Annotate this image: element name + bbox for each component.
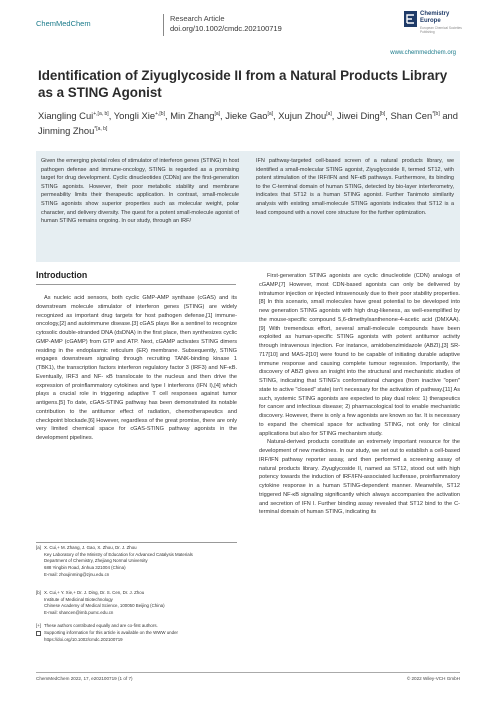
author-name[interactable]: Min Zhang bbox=[170, 110, 215, 122]
affiliation-b-text bbox=[44, 590, 237, 617]
equal-contribution-tag: [+] bbox=[36, 623, 42, 628]
header-divider bbox=[163, 14, 164, 36]
affiliation-line: Key Laboratory of the Ministry of Education for Advanced Catalysis Materials bbox=[44, 551, 193, 557]
body-left-column bbox=[36, 294, 237, 443]
affiliation-a-text bbox=[44, 545, 237, 579]
supporting-info-note bbox=[36, 630, 237, 643]
author-list bbox=[38, 108, 458, 137]
author-name[interactable]: Xiangling Cui bbox=[38, 110, 94, 122]
author-name[interactable]: Jinming Zhou bbox=[38, 124, 95, 136]
author-separator: and bbox=[439, 110, 458, 122]
page-header bbox=[0, 0, 496, 44]
author-name[interactable]: Xujun Zhou bbox=[278, 110, 327, 122]
author-separator: , bbox=[108, 110, 114, 122]
doi-link[interactable]: doi.org/10.1002/cmdc.202100719 bbox=[170, 24, 282, 33]
supporting-info-icon bbox=[36, 631, 41, 636]
author-name[interactable]: Shan Cen bbox=[390, 110, 433, 122]
author-name[interactable]: Jieke Gao bbox=[225, 110, 268, 122]
affiliation-line: Institute of Medicinal Biotechnology bbox=[44, 596, 113, 602]
footnote-divider bbox=[36, 542, 237, 543]
journal-website-link[interactable]: www.chemmedchem.org bbox=[390, 50, 456, 56]
logo-title bbox=[420, 11, 449, 25]
equal-contribution-text: These authors contributed equally and are co-first authors. bbox=[44, 623, 158, 628]
article-type: Research Article bbox=[170, 14, 225, 23]
author-separator: , bbox=[331, 110, 337, 122]
article-title: Identification of Ziyuglycoside II from a Natural Products Library as a STING Agonist bbox=[38, 68, 448, 100]
logo-title-line-1: Chemistry bbox=[420, 11, 450, 17]
supporting-info-text[interactable]: Supporting information for this article is available on the WWW under https://doi.org/10.1002/cmdc.202100719 bbox=[44, 630, 178, 642]
affiliation-line: X. Cui,+ M. Zhang, J. Gao, X. Zhou, Dr. J. Zhou bbox=[44, 545, 137, 550]
chemistry-europe-logo[interactable] bbox=[404, 9, 464, 39]
author-affiliation-marker: [b] bbox=[379, 111, 386, 117]
author-affiliation-marker: [a] bbox=[214, 111, 221, 117]
body-right-column bbox=[259, 272, 460, 517]
section-divider bbox=[36, 284, 236, 285]
author-affiliation-marker: [a] bbox=[326, 111, 332, 117]
affiliation-a bbox=[36, 545, 237, 579]
author-name[interactable]: Yongli Xie bbox=[113, 110, 156, 122]
equal-contribution-note bbox=[36, 623, 237, 630]
author-separator: , bbox=[220, 110, 226, 122]
author-separator: , bbox=[273, 110, 279, 122]
affiliation-line: 688 Yingbin Road, Jinhua 321004 (China) bbox=[44, 565, 126, 571]
footer-divider bbox=[36, 672, 460, 673]
affiliation-line: Chinese Academy of Medical Science, 100050 Beijing (China) bbox=[44, 603, 165, 609]
affiliation-line: E-mail: shancen@imb.pumc.edu.cn bbox=[44, 610, 114, 616]
section-heading: Introduction bbox=[36, 270, 88, 280]
affiliation-line: X. Cui,+ Y. Xie,+ Dr. J. Ding, Dr. S. Cen, Dr. J. Zhou bbox=[44, 590, 145, 595]
chemistry-europe-icon bbox=[404, 11, 417, 27]
affiliation-b-tag: [b] bbox=[36, 590, 41, 595]
footer-citation: ChemMedChem 2022, 17, e202100719 (1 of 7) bbox=[36, 676, 133, 681]
logo-tagline: European Chemical Societies Publishing bbox=[420, 26, 462, 34]
author-affiliation-marker: *[b] bbox=[432, 111, 440, 117]
affiliation-b bbox=[36, 590, 237, 617]
logo-title-line-2: Europe bbox=[420, 18, 441, 24]
author-affiliation-marker: +,[a, b] bbox=[93, 111, 109, 117]
footer-copyright: © 2022 Wiley-VCH GmbH bbox=[406, 676, 460, 681]
body-paragraph: As nucleic acid sensors, both cyclic GMP-AMP synthase (cGAS) and its downstream molecule stimulator of interferon genes (STING) are widely recognized as important drug targets for host pathogen defense,[1] immune-oncology,[2] and autoimmune disease.[3] cGAS plays like a sentinel to recognize cytosolic double-stranded DNA (dsDNA) in the first place, then synthesizes cyclic GMP-AMP (cGAMP) from GTP and ATP. Next, cGAMP activates STING dimers residing in the endoplasmic reticulum (ER) membrane. Subsequently, STING engages downstream signaling through recruiting TANK-binding kinase 1 (TBK1), the transcription factors interferon regulatory factor 3 (IRF3) and NF-κB. Eventually, IRF3 and NF- κB translocate to the nucleus and then drive the expression of proinflammatory cytokines and type I interferons (IFN I),[4] which plays a crucial role in triggering adaptive T cell responses against tumor antigens.[5] To date, cGAS-STING pathway has been demonstrated its notable contribution to the antitumor effect of radiation, chemotherapeutics and checkpoint blockade.[6] However, regardless of the great promise, there are only very limited chemical space for cGAS-STING pathway agonists in the development pipelines. bbox=[36, 295, 237, 441]
abstract-left-column: Given the emerging pivotal roles of stimulator of interferon genes (STING) in host pathogen defense and immune-oncology, STING is regarded as a promising target for drug development. Cyclic dinucleotides (CDNs) are the first-generation STING agonists. However, their poor metabolic stability and membrane permeability limits their therapeutic application. In contrast, small-molecule STING agonists show superior properties such as molecular weight, polar character, and delivery diversity. The quest for a potent small-molecule agonist of human STING remains ongoing. In our study, through an IRF/ bbox=[41, 158, 239, 225]
affiliation-line: Department of Chemistry, Zhejiang Normal University bbox=[44, 558, 148, 564]
author-affiliation-marker: +,[b] bbox=[155, 111, 165, 117]
author-affiliation-marker: *[a, b] bbox=[94, 125, 108, 132]
abstract-right-column: IFN pathway-targeted cell-based screen of a natural products library, we identified a small-molecular STING agonist, Ziyuglycoside II, termed ST12, with potent stimulation of the IRF/IFN and NF-κB pathways. Furthermore, its binding to the C-terminal domain of human STING, detected by bio-layer interferometry, indicates that ST12 is a human STING agonist. Further Tanimoto similarity analysis with existing small-molecule STING agonists indicates that ST12 is a lead compound with a novel core structure for the further optimization. bbox=[256, 158, 454, 216]
author-name[interactable]: Jiwei Ding bbox=[337, 110, 380, 122]
abstract-box bbox=[36, 151, 460, 262]
body-paragraph: Natural-derived products constitute an extremely important resource for the development of new medicines. In our study, we set out to establish a cell-based IRF/IFN pathway reporter assay, and then performed a screening assay of natural products library. Ziyuglycoside II, named as ST12, stood out with high potency towards the induction of IRF/IFN-associated luciferase, proinflammatory cytokine response in a human STING-dependent manner. Meanwhile, ST12 triggered NF-κB signaling significantly which always accompanies the activation and secretion of IFN I. Further binding assay revealed that ST12 bind to the C-terminal domain of human STING, indicating its bbox=[259, 439, 460, 516]
journal-name[interactable]: ChemMedChem bbox=[36, 19, 91, 28]
affiliation-line: E-mail: zhoujinming@zjnu.edu.cn bbox=[44, 571, 110, 577]
author-separator: , bbox=[385, 110, 391, 122]
author-separator: , bbox=[164, 110, 171, 122]
affiliation-a-tag: [a] bbox=[36, 545, 41, 550]
author-affiliation-marker: [a] bbox=[267, 111, 274, 117]
body-paragraph: First-generation STING agonists are cyclic dinucleotide (CDN) analogs of cGAMP.[7] However, most CDN-based agonists can only be delivered by intratumor injection or injected intravenously due to their poor stability properties.[8] In this scenario, small molecules have great potential to be developed into new generation STING agonists with high drug-likeness, as well-exemplified by the mouse-specific compound 5,6-dimethylxanthenone-4-acetic acid (DMXAA).[9] With tremendous effort, several small-molecule compounds have been exploited as human-specific STING agonists with potent antitumor activity through intravenous injection. For instance, amidobenzimidazole (ABZI),[3] SR-717[10] and MAS-2[10] were found to be capable of initiating durable adaptive immune response and causing complete tumour regression. Importantly, the discovery of ABZI gives an insight into the structural and mechanistic studies of STING, indicating that STING's conformational changes (from inactive "open" state to active "closed" state) isn't necessary for the activation of pathway.[11] As such, systemic STING agonists are expected to play dual roles: 1) therapeutics for cancer and infectious disease; 2) pharmacological tool to enable mechanistic discovery. However, there is only a few agonists are known so far. It is necessary to expand the chemical space for activating STING, not only for clinical applications but also for STING mechanism study. bbox=[259, 273, 460, 437]
